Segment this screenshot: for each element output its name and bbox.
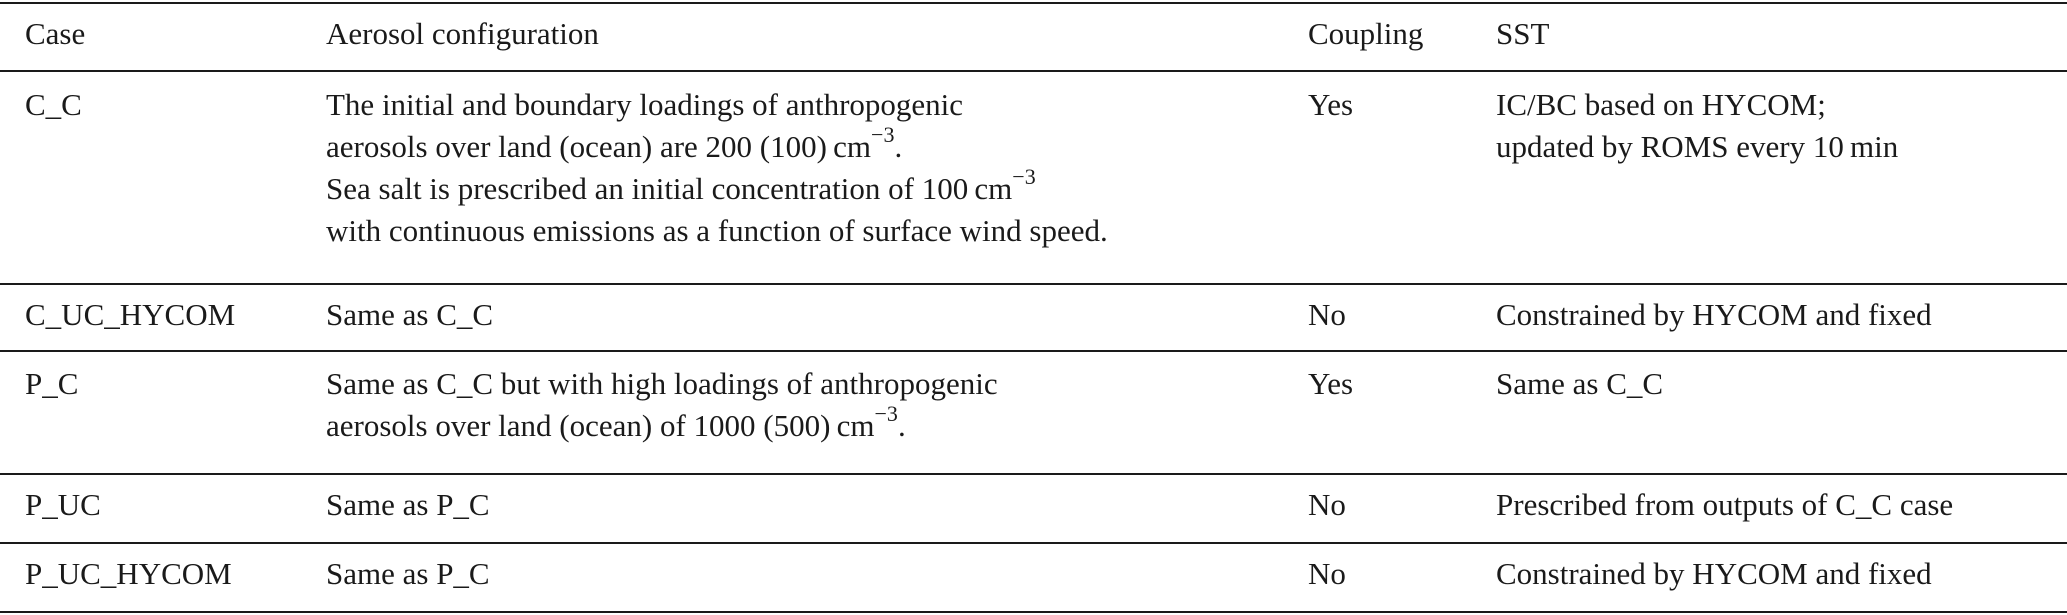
coupling-cell: Yes [1308, 366, 1354, 401]
case-cell: P_UC [25, 487, 101, 522]
row-rule [0, 473, 2067, 475]
aerosol-line: aerosols over land (ocean) are 200 (100) $cm^{-3}$. [326, 121, 903, 164]
header-coupling: Coupling [1308, 16, 1424, 51]
sst-cell: Constrained by HYCOM and fixed [1496, 297, 1932, 332]
aerosol-cell [326, 84, 1108, 252]
case-cell: P_C [25, 366, 79, 401]
row-rule [0, 283, 2067, 285]
case-cell: C_C [25, 87, 82, 122]
aerosol-cell: Same as P_C [326, 556, 490, 591]
aerosol-cell: Same as C_C [326, 297, 494, 332]
sst-cell: IC/BC based on HYCOM; updated by ROMS every 10 min [1496, 87, 1899, 164]
sst-cell: Same as C_C [1496, 366, 1664, 401]
top-rule [0, 2, 2067, 4]
bottom-rule [0, 611, 2067, 613]
coupling-cell: No [1308, 487, 1346, 522]
coupling-cell: No [1308, 297, 1346, 332]
aerosol-line: Sea salt is prescribed an initial concentration of 100 $cm^{-3}$ [326, 163, 1036, 206]
row-rule [0, 542, 2067, 544]
aerosol-line: The initial and boundary loadings of anthropogenic [326, 87, 964, 122]
header-aerosol: Aerosol configuration [326, 16, 599, 51]
header-rule [0, 70, 2067, 72]
header-sst: SST [1496, 16, 1550, 51]
case-cell: P_UC_HYCOM [25, 556, 232, 591]
sst-cell: Constrained by HYCOM and fixed [1496, 556, 1932, 591]
coupling-cell: No [1308, 556, 1346, 591]
coupling-cell: Yes [1308, 87, 1354, 122]
case-cell: C_UC_HYCOM [25, 297, 236, 332]
aerosol-line: with continuous emissions as a function of surface wind speed. [326, 213, 1108, 248]
row-rule [0, 350, 2067, 352]
header-case: Case [25, 16, 86, 51]
aerosol-cell: Same as C_C but with high loadings of anthropogenic aerosols over land (ocean) of 1000 (500) $cm^{-3}$. [326, 366, 998, 443]
sst-cell: Prescribed from outputs of C_C case [1496, 487, 1954, 522]
aerosol-cell: Same as P_C [326, 487, 490, 522]
